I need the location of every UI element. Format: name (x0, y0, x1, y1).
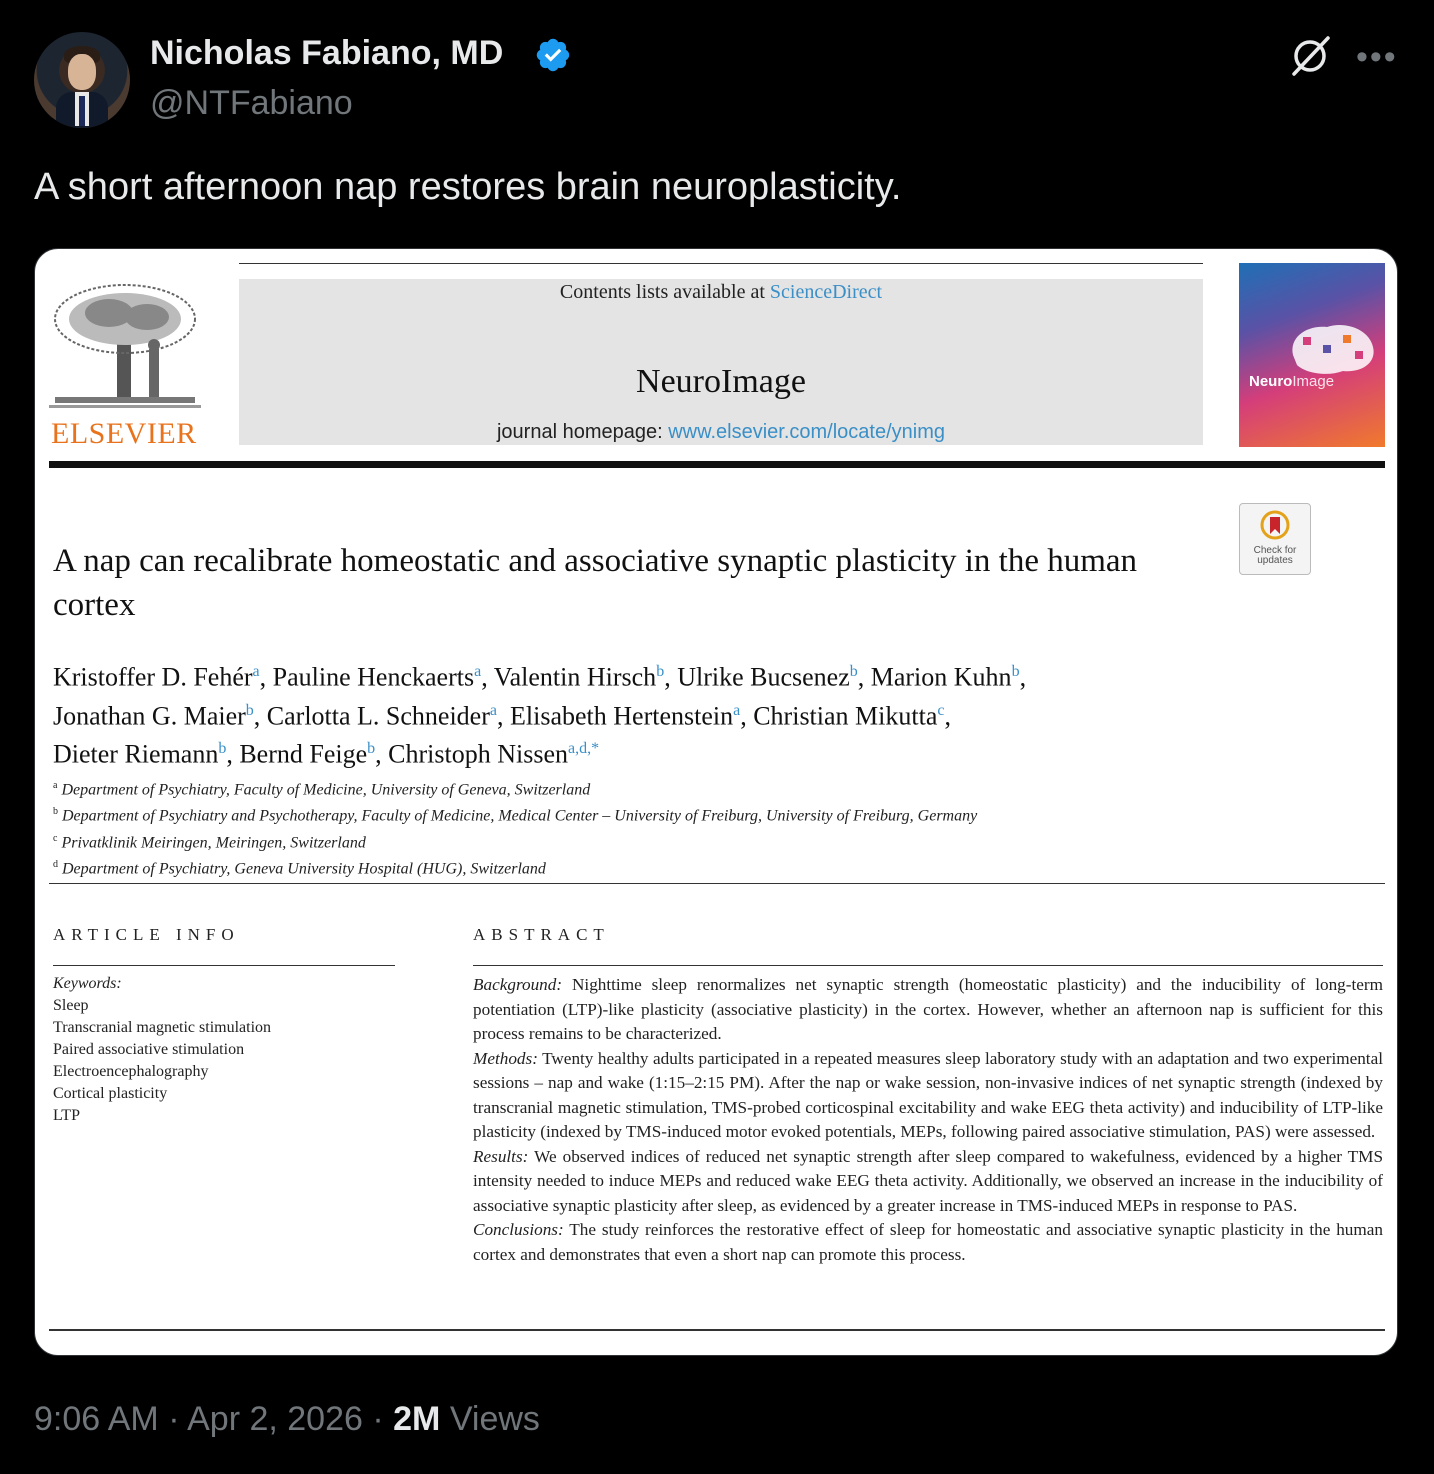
homepage-prefix: journal homepage: (496, 421, 663, 443)
author-separator: , (481, 662, 494, 692)
author-separator: , (253, 701, 267, 731)
author-name: Kristoffer D. Fehér (53, 662, 253, 692)
author-separator: , (226, 739, 240, 769)
paper-title: A nap can recalibrate homeostatic and associative synaptic plasticity in the human cortex (53, 543, 1138, 623)
abstract-section-text: The study reinforces the restorative effect of sleep for homeostatic and associative synaptic plasticity in the human cortex and demonstrates that even a short nap can promote this process. (473, 1220, 1383, 1264)
abstract-heading: ABSTRACT (473, 925, 610, 944)
author-affiliation-mark: b (218, 740, 227, 758)
author-name: Bernd Feige (239, 739, 368, 769)
meta-separator: · (168, 1400, 180, 1438)
author-affiliation-mark: a (474, 663, 482, 680)
abstract-rule (473, 965, 1383, 966)
more-icon[interactable]: ••• (1356, 38, 1398, 76)
abstract-section-label: Background: (473, 975, 563, 994)
abstract-paragraph (473, 1145, 1383, 1219)
meta-separator: · (372, 1400, 384, 1438)
affiliation-text: Privatklinik Meiringen, Meiringen, Switzerland (61, 833, 366, 851)
author-separator: , (497, 701, 510, 731)
author-display-name[interactable]: Nicholas Fabiano, MD (150, 34, 504, 72)
abstract-paragraph (473, 1047, 1383, 1145)
author-affiliation-mark: a (252, 663, 260, 680)
masthead-rule (49, 461, 1385, 468)
author-name: Carlotta L. Schneider (266, 701, 490, 731)
author-name: Valentin Hirsch (493, 662, 657, 692)
cover-title: NeuroImage (1249, 373, 1335, 390)
author-separator: , (857, 662, 871, 692)
author-list (53, 655, 1233, 771)
tweet-meta (34, 1400, 540, 1439)
abstract-body (473, 973, 1383, 1267)
affiliation-mark: a (53, 780, 58, 791)
abstract-paragraph (473, 1218, 1383, 1267)
author-separator: , (259, 662, 273, 692)
author-affiliation-mark: b (245, 701, 254, 719)
keyword-item: Cortical plasticity (53, 1085, 168, 1102)
abstract-section-label: Conclusions: (473, 1220, 564, 1239)
keyword-item: Transcranial magnetic stimulation (53, 1019, 272, 1036)
author-handle[interactable]: @NTFabiano (150, 84, 353, 122)
affiliation-line (53, 828, 1253, 854)
bottom-rule (49, 1329, 1385, 1331)
author-name: Christian Mikutta (753, 701, 938, 731)
author-affiliation-mark: b (367, 740, 376, 758)
author-name: Marion Kuhn (870, 662, 1012, 692)
affiliation-line (53, 801, 1253, 827)
verified-badge-icon[interactable] (534, 36, 572, 74)
paper-image-card[interactable] (34, 248, 1398, 1356)
author-separator: , (375, 739, 389, 769)
elsevier-wordmark: ELSEVIER (51, 417, 197, 450)
tweet-text: A short afternoon nap restores brain neuroplasticity. (34, 166, 902, 208)
author-name: Jonathan G. Maier (53, 701, 246, 731)
avatar[interactable] (34, 32, 130, 128)
check-for-updates-badge (1239, 503, 1311, 575)
author-name: Dieter Riemann (53, 739, 219, 769)
keyword-item: Electroencephalography (53, 1063, 209, 1080)
check-for-updates-label: Check for updates (1253, 545, 1297, 566)
contents-line (239, 281, 1203, 304)
author-affiliation-mark: b (1011, 663, 1020, 680)
grok-icon[interactable] (1288, 34, 1332, 78)
views-label[interactable]: Views (449, 1400, 540, 1438)
tweet-date[interactable]: Apr 2, 2026 (187, 1400, 363, 1438)
abstract-paragraph (473, 973, 1383, 1047)
keyword-item: LTP (53, 1107, 80, 1124)
bookmark-icon (1260, 510, 1290, 542)
author-affiliation-mark: b (849, 663, 858, 680)
author-name: Christoph Nissen (388, 739, 568, 769)
author-name: Pauline Henckaerts (272, 662, 475, 692)
affiliation-rule (49, 883, 1385, 884)
affiliation-mark: d (53, 858, 58, 870)
homepage-url: www.elsevier.com/locate/ynimg (668, 421, 946, 443)
affiliation-text: Department of Psychiatry, Faculty of Medicine, University of Geneva, Switzerland (61, 781, 591, 799)
affiliation-mark: c (53, 832, 58, 844)
top-rule (239, 263, 1203, 264)
author-separator: , (664, 662, 678, 692)
journal-masthead (239, 279, 1203, 445)
affiliation-line (53, 854, 1253, 880)
affiliation-line (53, 775, 1253, 801)
brain-graphic-icon (1283, 319, 1379, 379)
author-name: Elisabeth Hertenstein (510, 701, 734, 731)
author-affiliation-mark: a (733, 701, 741, 719)
author-affiliation-mark: a,d,* (568, 740, 600, 758)
keywords-block (53, 973, 393, 1127)
keywords-label: Keywords: (53, 975, 122, 992)
article-info-heading: ARTICLE INFO (53, 925, 240, 944)
abstract-section-text: Nighttime sleep renormalizes net synaptic strength (homeostatic plasticity) and the inducibility of long-term potentiation (LTP)-like plasticity (associative plasticity) in the cortex. However, whether an afternoon nap is sufficient for this process remains to be characterized. (473, 975, 1383, 1043)
author-affiliation-mark: c (937, 701, 945, 719)
author-separator: , (1019, 662, 1027, 692)
abstract-section-text: Twenty healthy adults participated in a repeated measures sleep laboratory study with an adaptation and two experimental sessions – nap and wake (1:15–2:15 PM). After the nap or wake session, non-invasive indices of net synaptic strength (indexed by transcranial magnetic stimulation, TMS-probed corticospinal excitability and wake EEG theta activity) and inducibility of LTP-like plasticity (indexed by TMS-induced motor evoked potentials, MEPs, following paired associative stimulation, PAS) were assessed. (473, 1048, 1383, 1141)
author-separator: , (740, 701, 754, 731)
author-name: Ulrike Bucsenez (677, 662, 850, 692)
abstract-section-text: We observed indices of reduced net synaptic strength after sleep compared to wakefulness, evidenced by a higher TMS intensity needed to induce MEPs and reduced wake EEG theta activity. Additionally, we observed an increase in the inducibility of associative synaptic plasticity after sleep, as evidenced by a greater increase in TMS-induced MEPs in response to PAS. (473, 1146, 1383, 1215)
contents-prefix: Contents lists available at (559, 281, 765, 303)
article-info-rule (53, 965, 395, 966)
affiliation-mark: b (53, 806, 58, 818)
affiliation-text: Department of Psychiatry, Geneva University Hospital (HUG), Switzerland (62, 860, 546, 878)
abstract-section-label: Methods: (473, 1048, 538, 1068)
keyword-item: Sleep (53, 997, 89, 1014)
sciencedirect-link: ScienceDirect (769, 281, 883, 303)
keyword-item: Paired associative stimulation (53, 1041, 245, 1058)
journal-name: NeuroImage (636, 363, 806, 400)
author-separator: , (944, 701, 951, 731)
views-count[interactable]: 2M (393, 1400, 441, 1438)
affiliation-text: Department of Psychiatry and Psychotherapy, Faculty of Medicine, Medical Center – University of Freiburg, University of Freiburg, Germany (62, 807, 978, 825)
homepage-line (239, 421, 1203, 444)
elsevier-tree-logo-icon (49, 279, 201, 415)
journal-cover (1239, 263, 1385, 447)
author-affiliation-mark: b (656, 663, 665, 680)
tweet-time[interactable]: 9:06 AM (34, 1400, 159, 1438)
author-affiliation-mark: a (489, 701, 497, 719)
affiliations (53, 775, 1253, 880)
abstract-section-label: Results: (473, 1146, 529, 1166)
